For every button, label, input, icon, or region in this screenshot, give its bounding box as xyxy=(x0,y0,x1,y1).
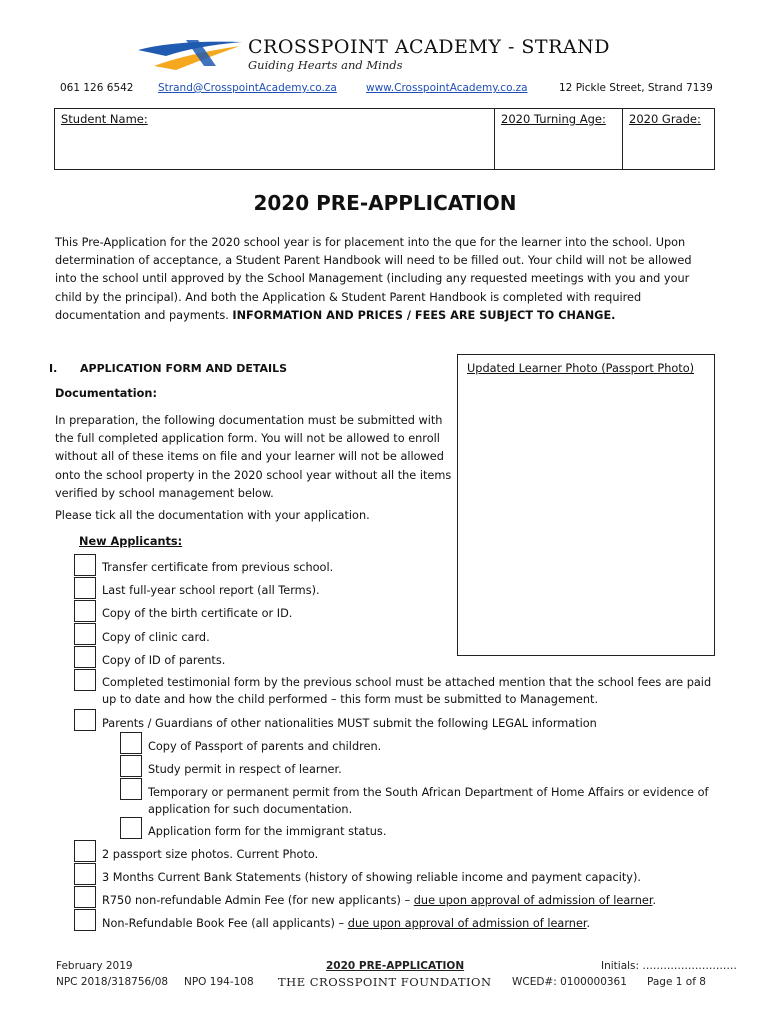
item-clinic: Copy of clinic card. xyxy=(102,631,210,644)
website-link[interactable]: www.CrosspointAcademy.co.za xyxy=(366,82,528,94)
footer-date: February 2019 xyxy=(56,960,133,972)
footer-npc: NPC 2018/318756/08 xyxy=(56,976,169,988)
footer-wced: WCED#: 0100000361 xyxy=(512,976,627,988)
checkbox-clinic[interactable] xyxy=(74,623,96,645)
footer-doc-title: 2020 PRE-APPLICATION xyxy=(326,960,465,972)
admin-fee-text: R750 non-refundable Admin Fee (for new applicants) – xyxy=(102,894,414,907)
email-link[interactable]: Strand@CrosspointAcademy.co.za xyxy=(158,82,337,94)
item-residence-permit: Temporary or permanent permit from the South African Department of Home Affairs or evidence of application for such documentation. xyxy=(148,786,709,816)
item-admin-fee xyxy=(102,892,656,909)
checkbox-passport[interactable] xyxy=(120,732,142,754)
documentation-paragraph: In preparation, the following documentation must be submitted with the full completed application form. You will not be allowed to enroll without all of these items on file and your learner will not be allowed onto the school property in the 2020 school year without all the items verified by school management below. xyxy=(55,414,452,500)
page-title: 2020 PRE-APPLICATION xyxy=(253,191,517,215)
student-info-table xyxy=(54,108,715,170)
checkbox-admin-fee[interactable] xyxy=(74,886,96,908)
footer-foundation: THE CROSSPOINT FOUNDATION xyxy=(278,975,492,989)
intro-bold: INFORMATION AND PRICES / FEES ARE SUBJECT TO CHANGE. xyxy=(232,308,616,322)
student-name-field[interactable] xyxy=(55,109,495,170)
student-name-label: Student Name: xyxy=(61,112,148,126)
book-fee-period: . xyxy=(586,917,591,930)
checkbox-residence-permit[interactable] xyxy=(120,778,142,800)
item-photos: 2 passport size photos. Current Photo. xyxy=(102,848,319,861)
item-foreign: Parents / Guardians of other nationalities MUST submit the following LEGAL information xyxy=(102,717,597,730)
admin-fee-period: . xyxy=(652,894,657,907)
footer-npo: NPO 194-108 xyxy=(184,976,254,988)
grade-label: 2020 Grade: xyxy=(629,112,701,126)
checkbox-testimonial[interactable] xyxy=(74,669,96,691)
book-fee-due: due upon approval of admission of learner xyxy=(347,917,587,930)
turning-age-label: 2020 Turning Age: xyxy=(501,112,606,126)
new-applicants-heading: New Applicants: xyxy=(79,535,183,548)
turning-age-field[interactable] xyxy=(495,109,623,170)
item-transfer: Transfer certificate from previous school. xyxy=(102,561,334,574)
item-birth: Copy of the birth certificate or ID. xyxy=(102,607,293,620)
item-passport: Copy of Passport of parents and children. xyxy=(148,740,382,753)
checkbox-photos[interactable] xyxy=(74,840,96,862)
intro-paragraph xyxy=(55,234,715,325)
checkbox-bank[interactable] xyxy=(74,863,96,885)
checkbox-book-fee[interactable] xyxy=(74,909,96,931)
photo-box[interactable] xyxy=(457,354,715,656)
tagline: Guiding Hearts and Minds xyxy=(248,58,403,72)
brand-name: CROSSPOINT ACADEMY - STRAND xyxy=(248,36,610,58)
footer-initials: Initials: ……………………… xyxy=(601,960,737,972)
item-book-fee xyxy=(102,915,590,932)
documentation-heading: Documentation: xyxy=(55,387,157,400)
footer-page: Page 1 of 8 xyxy=(647,976,706,988)
checkbox-birth[interactable] xyxy=(74,600,96,622)
phone: 061 126 6542 xyxy=(60,82,134,94)
item-immigrant: Application form for the immigrant status. xyxy=(148,825,387,838)
tick-instruction: Please tick all the documentation with your application. xyxy=(55,509,370,522)
section-title: APPLICATION FORM AND DETAILS xyxy=(80,362,288,375)
photo-label: Updated Learner Photo (Passport Photo) xyxy=(467,362,695,375)
address: 12 Pickle Street, Strand 7139 xyxy=(559,82,713,94)
item-bank: 3 Months Current Bank Statements (history of showing reliable income and payment capacity). xyxy=(102,871,641,884)
logo-icon xyxy=(136,36,246,72)
section-number: I. xyxy=(49,362,58,375)
checkbox-report[interactable] xyxy=(74,577,96,599)
grade-field[interactable] xyxy=(623,109,715,170)
checkbox-foreign[interactable] xyxy=(74,709,96,731)
intro-text: This Pre-Application for the 2020 school year is for placement into the que for the learner into the school. Upon determination of acceptance, a Student Parent Handbook will need to be filled out. Your child will not be allowed into the school until approved by the School Management (including any requested meetings with you and your child by the principal). And both the Application & Student Parent Handbook is completed with required documentation and payments. xyxy=(55,236,692,322)
item-report: Last full-year school report (all Terms). xyxy=(102,584,320,597)
checkbox-transfer[interactable] xyxy=(74,554,96,576)
book-fee-text: Non-Refundable Book Fee (all applicants) – xyxy=(102,917,348,930)
checkbox-immigrant[interactable] xyxy=(120,817,142,839)
item-parents-id: Copy of ID of parents. xyxy=(102,654,226,667)
item-study-permit: Study permit in respect of learner. xyxy=(148,763,342,776)
checkbox-study-permit[interactable] xyxy=(120,755,142,777)
checkbox-parents-id[interactable] xyxy=(74,646,96,668)
item-testimonial: Completed testimonial form by the previous school must be attached mention that the school fees are paid up to date and how the child performed – this form must be submitted to Management. xyxy=(102,676,712,706)
admin-fee-due: due upon approval of admission of learner xyxy=(413,894,653,907)
